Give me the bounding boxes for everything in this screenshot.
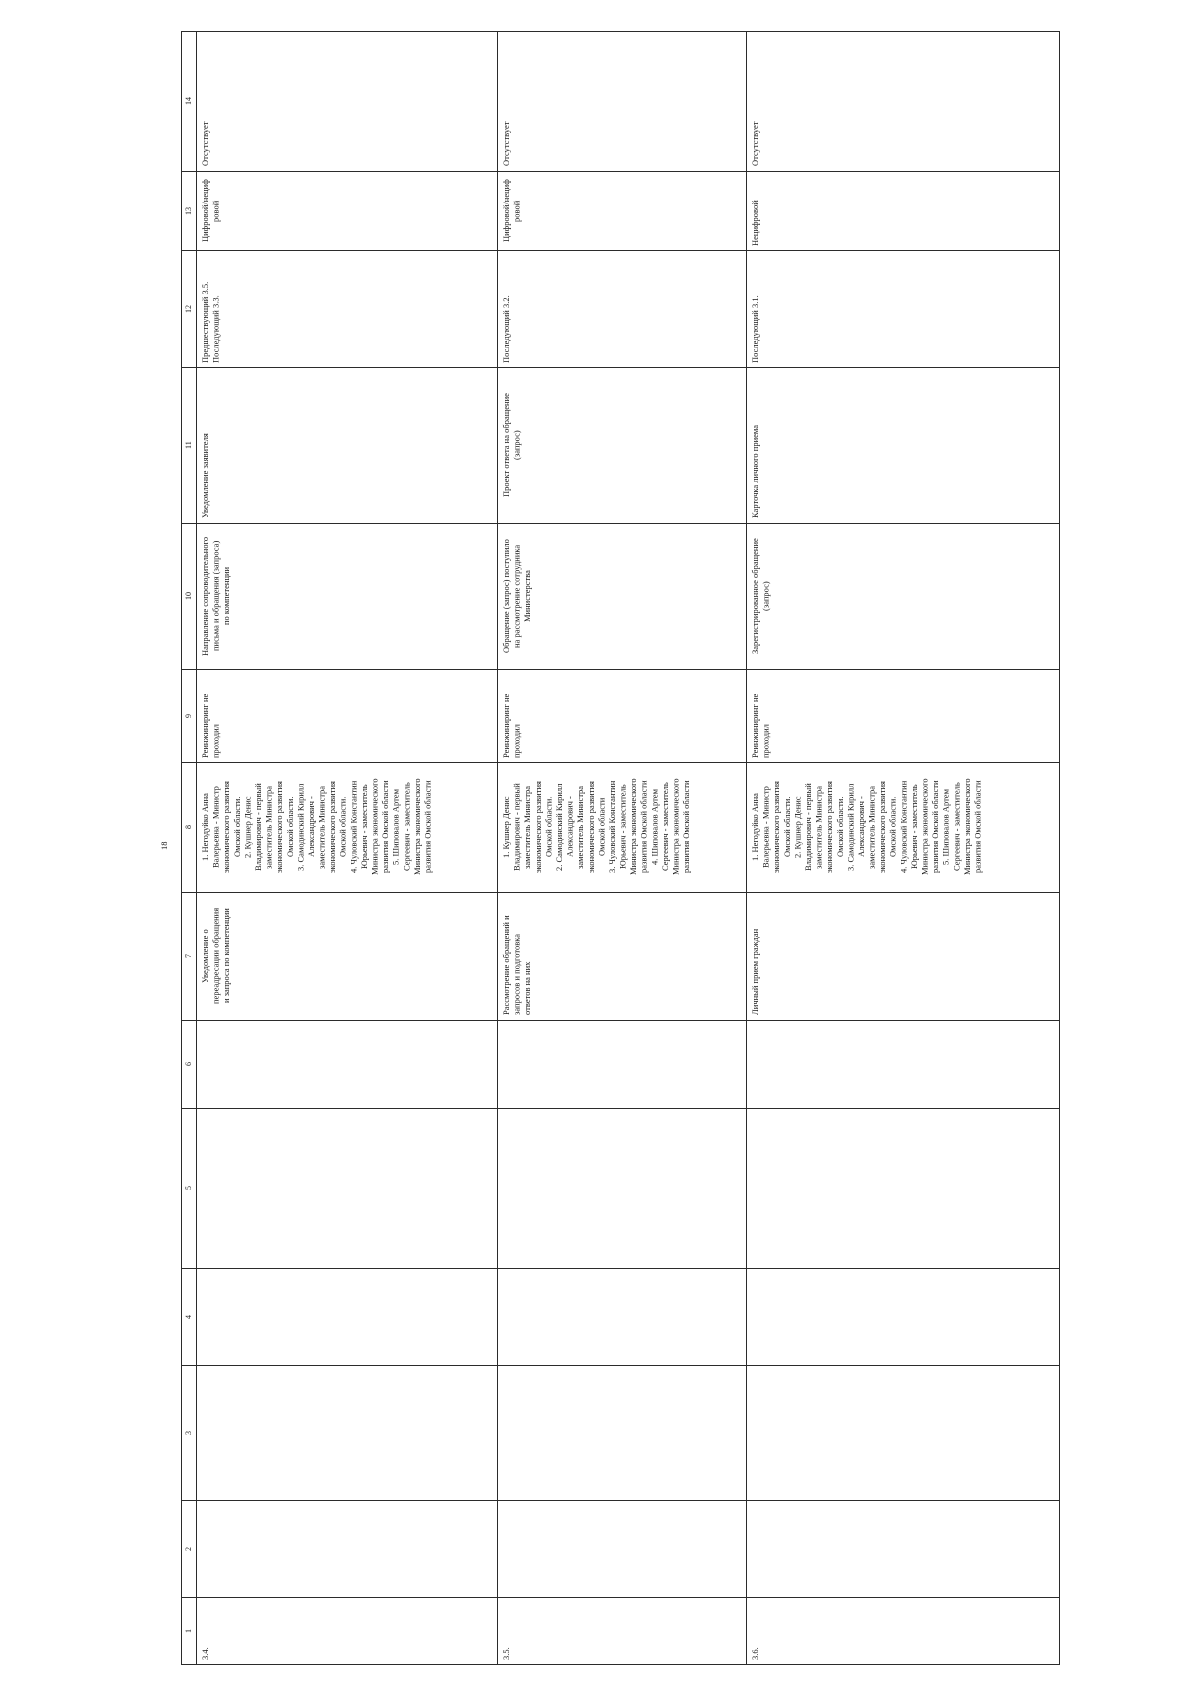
table-rule (181, 1500, 1060, 1501)
table-rule (181, 1268, 1060, 1269)
cell-col11: Уведомление заявителя (200, 433, 210, 518)
column-number: 1 (184, 1629, 193, 1633)
cell-col10: Направление сопроводительного письма и обращения (запроса) по компетенции (200, 536, 232, 656)
table-rule (181, 762, 1060, 763)
column-number: 5 (184, 1186, 193, 1190)
cell-row-id: 3.4. (200, 1647, 210, 1660)
cell-col7-process: Уведомление о переадресации обращения и запроса по компетенции (200, 907, 232, 1005)
cell-col10: Зарегистрированное обращение (запрос) (750, 538, 771, 654)
table-rule (181, 1020, 1060, 1021)
cell-col13: Нецифровой (750, 200, 760, 246)
cell-col13: Цифровой/нециф ровой (501, 179, 522, 243)
table-rule (181, 171, 1060, 172)
table-rule (746, 31, 747, 1665)
column-number: 3 (184, 1431, 193, 1435)
column-number: 13 (184, 207, 193, 215)
cell-col8-responsible: 1. Негодуйко Анна Валерьевна - Министр экономического развития Омской области. 2. Кушнер Денис Владимирович - первый заместитель Министра экономического развития Омской области. 3. Самодинский Кирилл Александрович - заместитель Министра экономического развития Омской области. 4. Чуловский Константин Юрьевич - заместитель Министра экономического развития Омской области 5. Шиповалов Артем Сергеевич - заместитель Министра экономического развития Омской области (200, 778, 433, 876)
table-rule (181, 669, 1060, 670)
cell-col14: Отсутствует (200, 121, 210, 166)
table-rule (497, 31, 498, 1665)
table-rule (181, 250, 1060, 251)
column-number: 8 (184, 825, 193, 829)
table-rule (181, 31, 182, 1665)
table-rule (181, 1664, 1060, 1665)
page-number: 18 (159, 841, 169, 851)
column-number: 7 (184, 954, 193, 958)
cell-col7-process: Личный прием граждан (750, 928, 760, 1015)
cell-col9: Реинжиниринг не проходил (501, 693, 522, 758)
table-rule (181, 1108, 1060, 1109)
cell-col12: Предшествующий 3.5. Последующий 3.3. (200, 281, 221, 363)
table-rule (181, 31, 1060, 32)
column-number: 4 (184, 1315, 193, 1319)
cell-row-id: 3.6. (750, 1647, 760, 1660)
cell-col9: Реинжиниринг не проходил (200, 693, 221, 758)
column-number: 9 (184, 714, 193, 718)
cell-col14: Отсутствует (750, 121, 760, 166)
column-number: 14 (184, 97, 193, 105)
table-rule (181, 892, 1060, 893)
cell-col7-process: Рассмотрение обращений и запросов и подготовка ответов на них (501, 915, 533, 1015)
table-rule (181, 523, 1060, 524)
column-number: 6 (184, 1062, 193, 1066)
cell-col12: Последующий 3.2. (501, 295, 511, 363)
column-number: 2 (184, 1547, 193, 1551)
cell-col11: Проект ответа на обращение (запрос) (501, 393, 522, 497)
cell-col12: Последующий 3.1. (750, 295, 760, 363)
table-rule (181, 367, 1060, 368)
cell-col13: Цифровой/нециф ровой (200, 179, 221, 243)
table-rule (181, 1597, 1060, 1598)
column-number: 12 (184, 305, 193, 313)
table-rule (1059, 31, 1060, 1665)
cell-col11: Карточка личного приема (750, 424, 760, 518)
cell-col8-responsible: 1. Негодуйко Анна Валерьевна - Министр экономического развития Омской области. 2. Кушнер Денис Владимирович - первый заместитель Министра экономического развития Омской области. 3. Самодинский Кирилл Александрович - заместитель Министра экономического развития Омской области. 4. Чуловский Константин Юрьевич - заместитель Министра экономического развития Омской области 5. Шиповалов Артем Сергеевич - заместитель Министра экономического развития Омской области (750, 778, 983, 876)
table-rule (196, 31, 197, 1665)
cell-col9: Реинжиниринг не проходил (750, 693, 771, 758)
cell-col10: Обращение (запрос) поступило на рассмотрение сотрудника Министерства (501, 539, 533, 653)
column-number: 10 (184, 592, 193, 600)
cell-col8-responsible: 1. Кушнер Денис Владимирович - первый заместитель Министра экономического развития Омской области. 2. Самодинский Кирилл Александрович - заместитель Министра экономического развития Омской области 3. Чуловский Константин Юрьевич - заместитель Министра экономического развития Омской области 4. Шиповалов Артем Сергеевич - заместитель Министра экономического развития Омской области (501, 778, 692, 876)
cell-row-id: 3.5. (501, 1647, 511, 1660)
cell-col14: Отсутствует (501, 121, 511, 166)
table-rule (181, 1365, 1060, 1366)
column-number: 11 (184, 441, 193, 449)
